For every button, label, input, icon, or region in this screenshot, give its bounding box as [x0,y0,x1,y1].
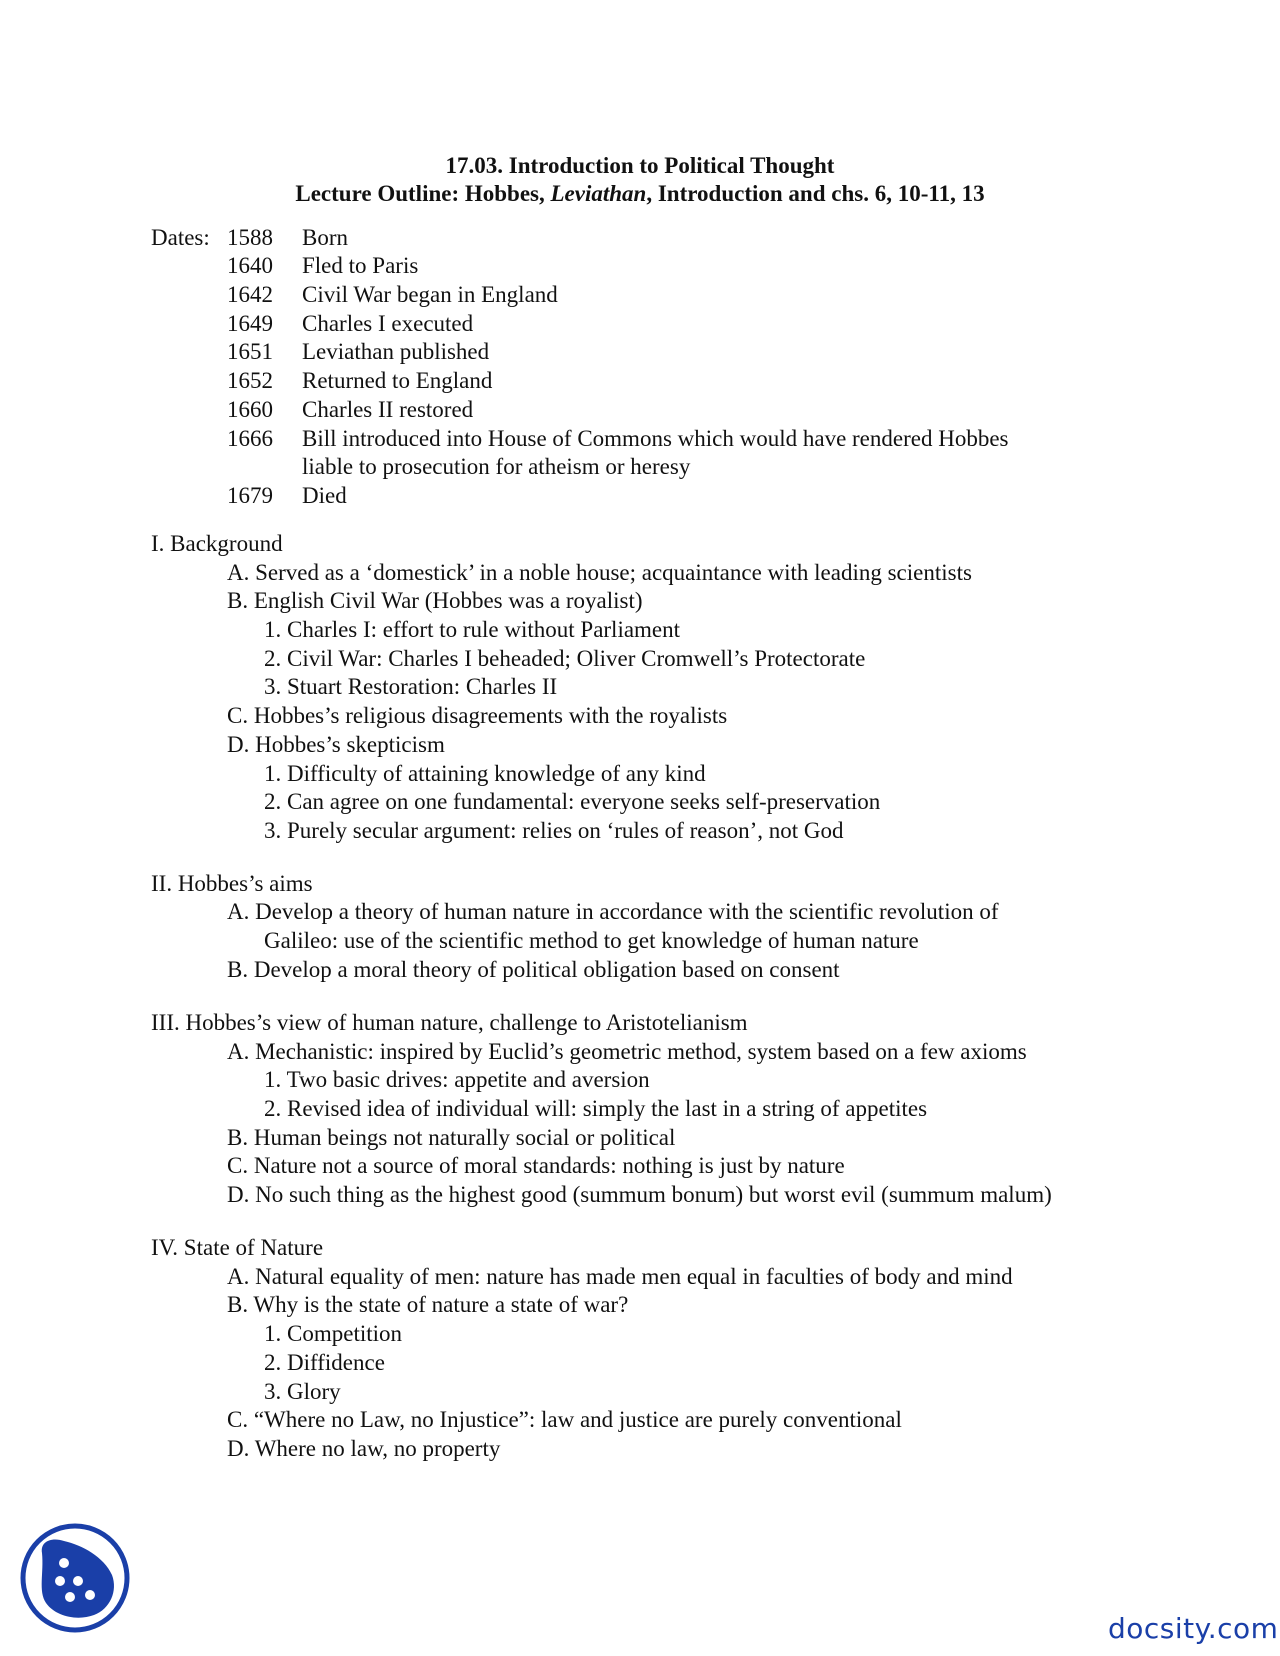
outline-item: B. Develop a moral theory of political obligation based on consent [227,957,840,982]
outline-item: A. Served as a ‘domestick’ in a noble house; acquaintance with leading scientists [227,560,972,585]
date-event: Charles I executed [302,311,474,336]
date-year: 1660 [227,397,273,422]
outline-item: D. Where no law, no property [227,1436,501,1461]
outline-item: C. Nature not a source of moral standards: nothing is just by nature [227,1153,845,1178]
docsity-brand-link[interactable]: docsity.com [1108,1612,1279,1645]
outline-subitem: 1. Two basic drives: appetite and aversion [264,1067,650,1092]
outline-item: D. No such thing as the highest good (summum bonum) but worst evil (summum malum) [227,1182,1052,1207]
outline-subitem: 2. Diffidence [264,1350,385,1375]
subtitle-italic: Leviathan [550,181,647,206]
date-event-continuation: liable to prosecution for atheism or heresy [302,454,691,479]
date-event: Civil War began in England [302,282,558,307]
outline-item: A. Natural equality of men: nature has made men equal in faculties of body and mind [227,1264,1013,1289]
outline-item: B. Why is the state of nature a state of war? [227,1292,629,1317]
dates-label: Dates: [151,225,210,250]
outline-item: B. English Civil War (Hobbes was a royalist) [227,588,643,613]
date-year: 1642 [227,282,273,307]
subtitle-suffix: , Introduction and chs. 6, 10-11, 13 [646,181,985,206]
date-year: 1588 [227,225,273,250]
outline-subitem: 1. Difficulty of attaining knowledge of any kind [264,761,706,786]
docsity-logo-icon[interactable] [20,1523,130,1633]
section-heading: III. Hobbes’s view of human nature, challenge to Aristotelianism [151,1010,748,1035]
outline-item: C. “Where no Law, no Injustice”: law and justice are purely conventional [227,1407,902,1432]
outline-subitem: 1. Competition [264,1321,402,1346]
date-event: Died [302,483,347,508]
date-year: 1640 [227,253,273,278]
outline-item: A. Mechanistic: inspired by Euclid’s geometric method, system based on a few axioms [227,1039,1027,1064]
date-event: Bill introduced into House of Commons which would have rendered Hobbes [302,426,1009,451]
outline-subitem: 1. Charles I: effort to rule without Parliament [264,617,681,642]
outline-item-continuation: Galileo: use of the scientific method to get knowledge of human nature [264,928,919,953]
outline-subitem: 3. Purely secular argument: relies on ‘rules of reason’, not God [264,818,844,843]
outline-subitem: 2. Can agree on one fundamental: everyone seeks self-preservation [264,789,881,814]
date-event: Born [302,225,348,250]
date-year: 1666 [227,426,273,451]
date-event: Charles II restored [302,397,474,422]
outline-subitem: 3. Stuart Restoration: Charles II [264,674,558,699]
section-heading: I. Background [151,531,283,556]
date-event: Returned to England [302,368,493,393]
outline-item: A. Develop a theory of human nature in accordance with the scientific revolution of [227,899,999,924]
logo-graphic [20,1523,130,1633]
outline-item: B. Human beings not naturally social or political [227,1125,676,1150]
date-year: 1649 [227,311,273,336]
document-subtitle [0,180,1280,208]
section-heading: II. Hobbes’s aims [151,871,313,896]
outline-subitem: 2. Civil War: Charles I beheaded; Oliver Cromwell’s Protectorate [264,646,866,671]
outline-item: D. Hobbes’s skepticism [227,732,445,757]
outline-item: C. Hobbes’s religious disagreements with the royalists [227,703,728,728]
date-year: 1652 [227,368,273,393]
date-event: Leviathan published [302,339,490,364]
outline-subitem: 3. Glory [264,1379,341,1404]
date-year: 1651 [227,339,273,364]
section-heading: IV. State of Nature [151,1235,324,1260]
document-title: 17.03. Introduction to Political Thought [445,153,835,178]
subtitle-prefix: Lecture Outline: Hobbes, [295,181,551,206]
outline-subitem: 2. Revised idea of individual will: simply the last in a string of appetites [264,1096,928,1121]
date-year: 1679 [227,483,273,508]
date-event: Fled to Paris [302,253,419,278]
